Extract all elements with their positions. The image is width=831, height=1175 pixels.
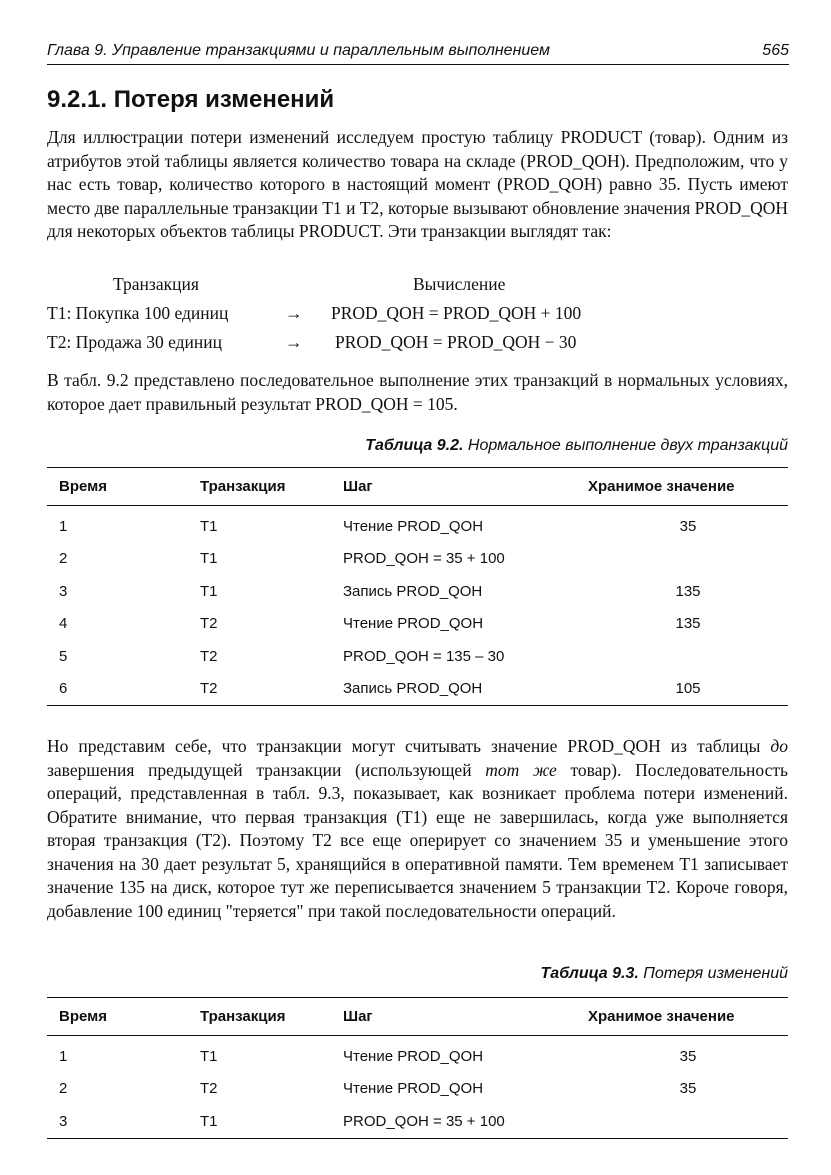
computation-row xyxy=(47,332,788,361)
cell-time: 2 xyxy=(59,550,68,568)
emphasis-text: тот же xyxy=(485,759,557,780)
column-header-time: Время xyxy=(59,478,107,495)
table-caption-number: Таблица 9.2. xyxy=(365,437,464,454)
transaction-header: Транзакция xyxy=(113,274,199,294)
cell-transaction: T2 xyxy=(200,647,218,665)
table-row xyxy=(47,640,788,673)
cell-step: Чтение PROD_QOH xyxy=(343,1080,484,1098)
cell-transaction: T1 xyxy=(200,582,218,600)
column-header-stored-value: Хранимое значение xyxy=(588,478,735,495)
computation-header: Вычисление xyxy=(413,274,506,294)
cell-stored-value: 35 xyxy=(679,1080,697,1098)
transaction-label: T1: Покупка 100 единиц xyxy=(47,303,229,323)
section-title: 9.2.1. Потеря изменений xyxy=(47,86,335,113)
table-row xyxy=(47,543,788,576)
cell-stored-value: 35 xyxy=(679,517,697,535)
table-row xyxy=(47,608,788,641)
chapter-title: Глава 9. Управление транзакциями и параллельным выполнением xyxy=(47,42,550,59)
cell-step: Запись PROD_QOH xyxy=(343,680,483,698)
table-9-3 xyxy=(47,997,788,1139)
cell-stored-value: 105 xyxy=(675,680,701,698)
column-header-time: Время xyxy=(59,1008,107,1025)
cell-step: Запись PROD_QOH xyxy=(343,582,483,600)
table-caption-text: Потеря изменений xyxy=(643,965,788,982)
transaction-label: T2: Продажа 30 единиц xyxy=(47,332,222,352)
cell-step: Чтение PROD_QOH xyxy=(343,615,484,633)
table-row xyxy=(47,1036,788,1073)
cell-time: 3 xyxy=(59,582,68,600)
lost-update-paragraph xyxy=(47,735,788,923)
cell-step: PROD_QOH = 135 – 30 xyxy=(343,647,505,665)
cell-stored-value: 135 xyxy=(675,615,701,633)
table-row xyxy=(47,1105,788,1138)
table-9-3-caption xyxy=(541,965,788,983)
arrow-icon: → xyxy=(285,332,303,352)
cell-step: Чтение PROD_QOH xyxy=(343,517,484,535)
paragraph-text: товар). Последовательность операций, представленная в табл. 9.3, показывает, как возникает проблема потери изменений. Обратите внимание, что первая транзакция (T1) еще не завершилась, когда уже выполняется вторая транзакция (T2). Поэтому T2 все еще оперирует со значением 35 и уменьшение этого значения на 30 дает результат 5, хранящийся в оперативной памяти. Тем временем T1 записывает значение 135 на диск, которое тут же переписывается значением 5 транзакции T2. Короче говоря, добавление 100 единиц "теряется" при такой последовательности операций. xyxy=(47,759,789,921)
column-header-transaction: Транзакция xyxy=(200,1008,286,1025)
computations-header xyxy=(47,274,788,303)
cell-stored-value xyxy=(588,543,788,576)
computation-row xyxy=(47,303,788,332)
transaction-computations xyxy=(47,274,788,361)
table-row xyxy=(47,575,788,608)
table-caption-number: Таблица 9.3. xyxy=(540,965,639,982)
cell-time: 1 xyxy=(59,1047,68,1065)
table-intro-paragraph: В табл. 9.2 представлено последовательное выполнение этих транзакций в нормальных условиях, которое дает правильный результат PROD_QOH = 105. xyxy=(47,370,788,414)
cell-transaction: T2 xyxy=(200,1080,218,1098)
intro-paragraph: Для иллюстрации потери изменений исследуем простую таблицу PRODUCT (товар). Одним из атрибутов этой таблицы является количество товара на складе (PROD_QOH). Предположим, что у нас есть товар, количество которого в настоящий момент (PROD_QOH) равно 35. Пусть имеют место две параллельные транзакции T1 и T2, которые вызывают обновление значения PROD_QOH для некоторых объектов таблицы PRODUCT. Эти транзакции выглядят так: xyxy=(47,127,788,241)
table-header-row xyxy=(47,468,788,506)
computation-formula: PROD_QOH = PROD_QOH − 30 xyxy=(335,332,577,352)
cell-transaction: T1 xyxy=(200,1047,218,1065)
cell-transaction: T1 xyxy=(200,517,218,535)
cell-transaction: T2 xyxy=(200,615,218,633)
emphasis-text: до xyxy=(770,736,788,756)
cell-step: PROD_QOH = 35 + 100 xyxy=(343,1112,505,1130)
column-header-step: Шаг xyxy=(343,478,373,495)
cell-time: 5 xyxy=(59,647,68,665)
cell-stored-value xyxy=(588,1105,788,1138)
cell-time: 2 xyxy=(59,1080,68,1098)
table-row xyxy=(47,506,788,543)
cell-transaction: T2 xyxy=(200,680,218,698)
column-header-stored-value: Хранимое значение xyxy=(588,1008,735,1025)
cell-time: 1 xyxy=(59,517,68,535)
paragraph-text: Но представим себе, что транзакции могут считывать значение PROD_QOH из таблицы xyxy=(47,736,771,756)
table-9-2 xyxy=(47,467,788,706)
cell-transaction: T1 xyxy=(200,1112,218,1130)
cell-time: 3 xyxy=(59,1112,68,1130)
table-caption-text: Нормальное выполнение двух транзакций xyxy=(467,437,788,454)
column-header-transaction: Транзакция xyxy=(200,478,286,495)
cell-stored-value: 135 xyxy=(675,582,701,600)
cell-step: PROD_QOH = 35 + 100 xyxy=(343,550,505,568)
cell-time: 4 xyxy=(59,615,68,633)
cell-stored-value: 35 xyxy=(679,1047,697,1065)
cell-stored-value xyxy=(588,640,788,673)
arrow-icon: → xyxy=(285,303,303,323)
cell-step: Чтение PROD_QOH xyxy=(343,1047,484,1065)
table-row xyxy=(47,673,788,706)
computation-formula: PROD_QOH = PROD_QOH + 100 xyxy=(331,303,582,323)
table-header-row xyxy=(47,998,788,1036)
table-9-2-caption xyxy=(365,437,788,455)
column-header-step: Шаг xyxy=(343,1008,373,1025)
cell-transaction: T1 xyxy=(200,550,218,568)
running-head xyxy=(47,40,789,65)
paragraph-text: завершения предыдущей транзакции (использующей xyxy=(47,759,486,780)
page-number: 565 xyxy=(762,42,789,59)
cell-time: 6 xyxy=(59,680,68,698)
table-row xyxy=(47,1073,788,1106)
